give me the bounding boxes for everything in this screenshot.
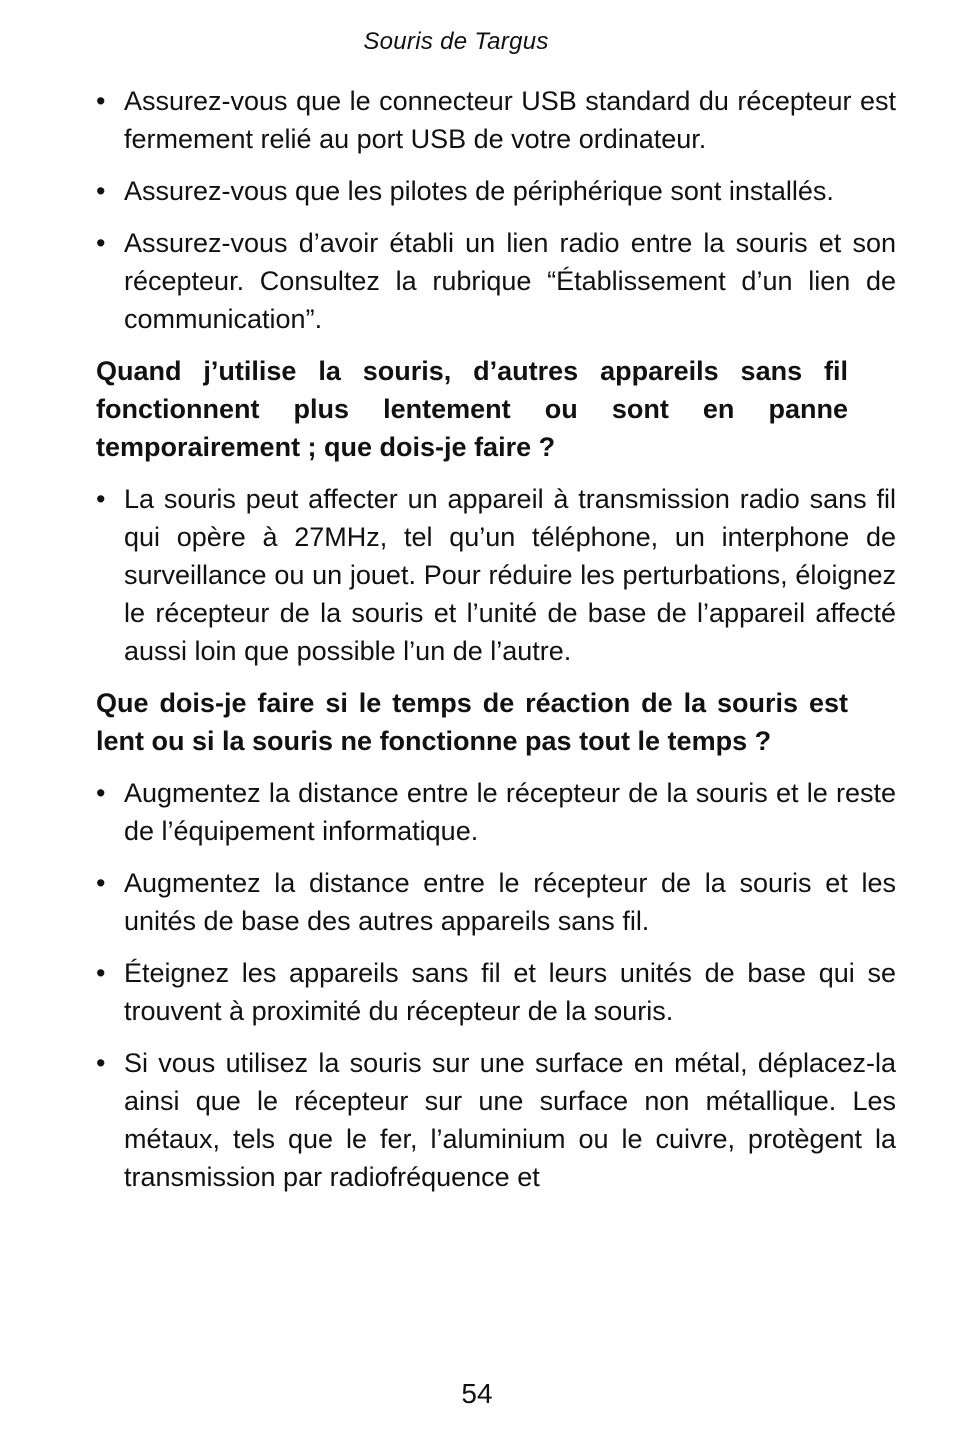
bullet-icon: •: [96, 484, 106, 514]
bullet-item: [96, 1044, 896, 1196]
bullet-icon: •: [96, 1048, 106, 1078]
bullet-item: [96, 82, 896, 158]
bullet-item: [96, 864, 896, 940]
running-header: Souris de Targus: [363, 28, 549, 55]
page-number: 54: [461, 1378, 493, 1409]
bullet-text: Éteignez les appareils sans fil et leurs unités de base qui se trouvent à proximité du récepteur de la souris.: [124, 958, 896, 1026]
bullet-item: [96, 954, 896, 1030]
bullet-text: Assurez-vous que le connecteur USB standard du récepteur est fermement relié au port USB de votre ordinateur.: [124, 86, 896, 154]
bullet-icon: •: [96, 778, 106, 808]
faq-question: Quand j’utilise la souris, d’autres appareils sans fil fonctionnent plus lentement ou sont en panne temporairement ; que dois-je faire ?: [96, 356, 848, 462]
bullet-icon: •: [96, 868, 106, 898]
bullet-text: Assurez-vous d’avoir établi un lien radio entre la souris et son récepteur. Consultez la rubrique “Établissement d’un lien de communication”.: [124, 228, 896, 334]
bullet-icon: •: [96, 86, 106, 116]
bullet-item: [96, 224, 896, 338]
bullet-text: Assurez-vous que les pilotes de périphérique sont installés.: [124, 176, 834, 206]
bullet-icon: •: [96, 228, 106, 258]
bullet-text: Si vous utilisez la souris sur une surface en métal, déplacez-la ainsi que le récepteur sur une surface non métallique. Les métaux, tels que le fer, l’aluminium ou le cuivre, protègent la transmission par radiofréquence et: [124, 1048, 896, 1192]
bullet-icon: •: [96, 958, 106, 988]
bullet-icon: •: [96, 176, 106, 206]
bullet-item: [96, 774, 896, 850]
faq-question: Que dois-je faire si le temps de réaction de la souris est lent ou si la souris ne fonctionne pas tout le temps ?: [96, 688, 848, 756]
bullet-text: La souris peut affecter un appareil à transmission radio sans fil qui opère à 27MHz, tel qu’un téléphone, un interphone de surveillance ou un jouet. Pour réduire les perturbations, éloignez le récepteur de la souris et l’unité de base de l’appareil affecté aussi loin que possible l’un de l’autre.: [124, 484, 896, 666]
bullet-text: Augmentez la distance entre le récepteur de la souris et le reste de l’équipement informatique.: [124, 778, 896, 846]
bullet-text: Augmentez la distance entre le récepteur de la souris et les unités de base des autres appareils sans fil.: [124, 868, 896, 936]
page-body: [96, 82, 896, 1210]
bullet-item: [96, 480, 896, 670]
bullet-item: [96, 172, 896, 210]
